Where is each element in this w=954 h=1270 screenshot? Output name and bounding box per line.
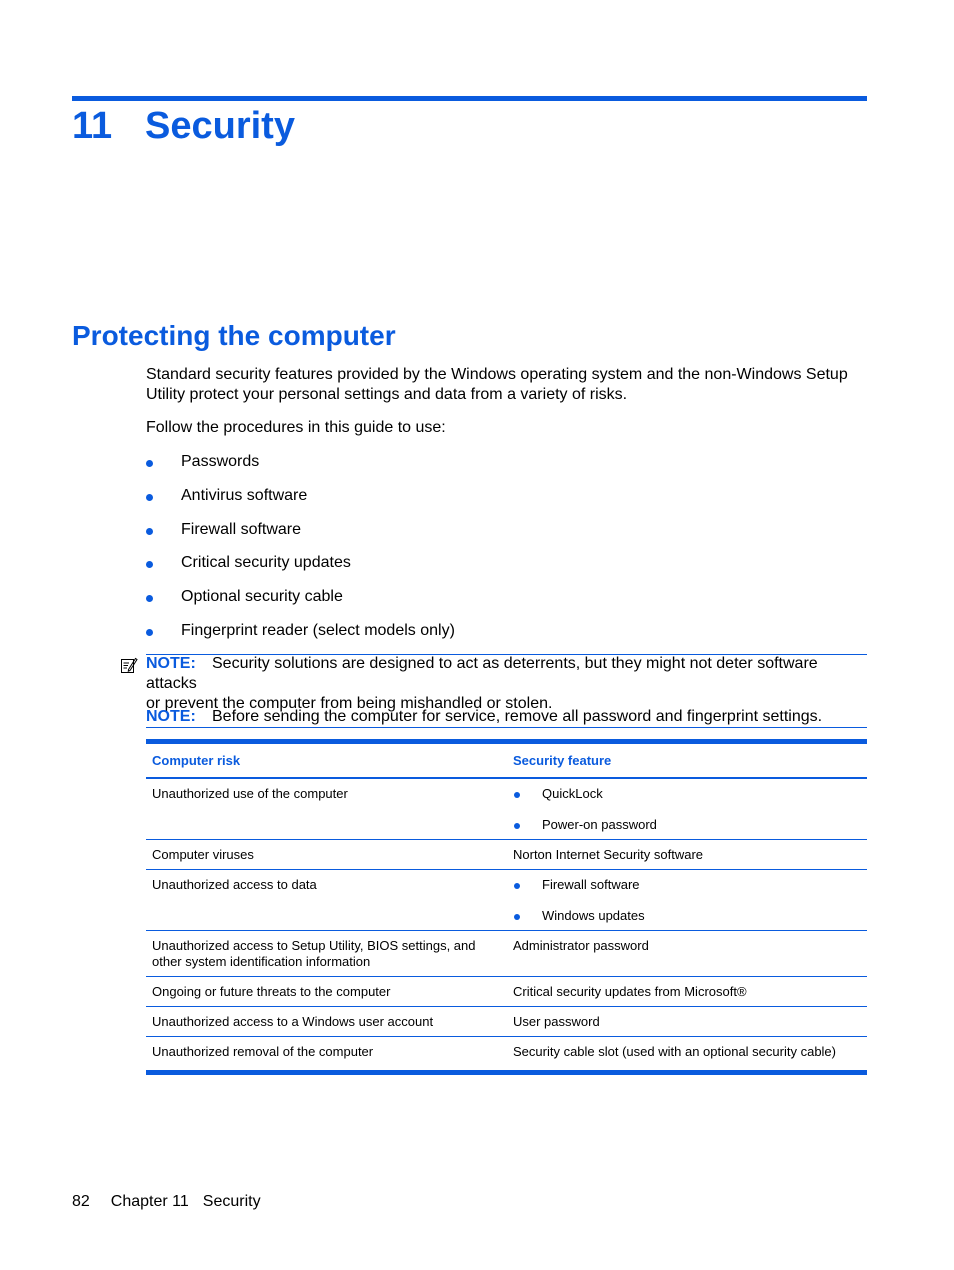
list-item (513, 877, 861, 893)
column-header-risk: Computer risk (146, 744, 507, 778)
bullet-icon (146, 629, 153, 636)
section-title: Protecting the computer (72, 320, 396, 351)
table-row (146, 1037, 867, 1071)
note-text-line-2: or prevent the computer from being mishandled or stolen. (146, 695, 553, 712)
table-row (146, 840, 867, 870)
note-text: Before sending the computer for service, remove all password and fingerprint settings. (212, 708, 823, 725)
list-item-text: Antivirus software (181, 486, 308, 504)
feature-cell: Norton Internet Security software (507, 840, 867, 870)
list-item-text: QuickLock (542, 786, 603, 801)
note-text-line-1: Security solutions are designed to act as deterrents, but they might not deter software attacks (146, 655, 818, 692)
bullet-icon (514, 792, 520, 798)
note-rule-bottom (146, 727, 867, 728)
risk-cell: Ongoing or future threats to the computer (146, 977, 507, 1007)
feature-cell (507, 870, 867, 931)
feature-cell: Critical security updates from Microsoft® (507, 977, 867, 1007)
chapter-name: Security (145, 105, 295, 147)
bullet-icon (146, 561, 153, 568)
table-row (146, 977, 867, 1007)
list-item (513, 786, 861, 802)
note-icon (120, 656, 138, 674)
bullet-icon (146, 528, 153, 535)
feature-cell: Security cable slot (used with an optional security cable) (513, 1044, 836, 1059)
feature-cell: User password (507, 1007, 867, 1037)
chapter-number: 11 (72, 105, 113, 147)
feature-list (513, 786, 861, 833)
list-item-text: Optional security cable (181, 588, 343, 606)
page-footer (72, 1192, 261, 1212)
list-item (146, 520, 867, 540)
intro-paragraph: Standard security features provided by the Windows operating system and the non-Windows Setup Utility protect your personal settings and data from a variety of risks. (146, 366, 848, 403)
feature-list (513, 877, 861, 924)
list-item (146, 452, 867, 472)
list-item (146, 587, 867, 607)
table-row (146, 778, 867, 840)
page-number: 82 (72, 1193, 90, 1210)
bullet-icon (146, 460, 153, 467)
risk-cell: Unauthorized access to data (146, 870, 507, 931)
procedures-list (146, 452, 867, 655)
feature-cell (507, 778, 867, 840)
list-item (146, 486, 867, 506)
follow-paragraph: Follow the procedures in this guide to use: (146, 419, 446, 436)
footer-chapter: Chapter 11 (110, 1193, 189, 1210)
table-header-row (146, 744, 867, 778)
bullet-icon (514, 914, 520, 920)
table-rule-bottom (146, 1070, 867, 1075)
risk-cell: Computer viruses (146, 840, 507, 870)
feature-cell: Administrator password (507, 931, 867, 977)
chapter-title (72, 103, 295, 149)
list-item-text: Power-on password (542, 817, 657, 832)
list-item-text: Fingerprint reader (select models only) (181, 621, 455, 639)
footer-title: Security (202, 1193, 261, 1210)
bullet-icon (146, 494, 153, 501)
bullet-icon (514, 883, 520, 889)
list-item (146, 553, 867, 573)
risk-cell: Unauthorized removal of the computer (152, 1044, 374, 1059)
chapter-rule (72, 96, 867, 101)
risk-cell: Unauthorized access to a Windows user account (146, 1007, 507, 1037)
note-label: NOTE: (146, 655, 196, 672)
table-row (146, 1007, 867, 1037)
list-item-text: Passwords (181, 453, 260, 470)
bullet-icon (146, 595, 153, 602)
risk-cell: Unauthorized access to Setup Utility, BIOS settings, and other system identification information (146, 931, 507, 977)
list-item-text: Critical security updates (181, 554, 351, 572)
note-1 (146, 654, 867, 714)
table-row (146, 870, 867, 931)
security-table (146, 739, 867, 1075)
bullet-icon (514, 823, 520, 829)
list-item (513, 908, 861, 924)
note-2 (146, 707, 867, 727)
table-row (146, 931, 867, 977)
risk-cell: Unauthorized use of the computer (146, 778, 507, 840)
list-item-text: Windows updates (542, 908, 645, 923)
note-label: NOTE: (146, 708, 196, 725)
list-item (513, 817, 861, 833)
column-header-feature: Security feature (507, 744, 867, 778)
list-item-text: Firewall software (181, 520, 302, 538)
list-item-text: Firewall software (542, 877, 640, 892)
risk-feature-table (146, 744, 867, 1070)
list-item (146, 621, 867, 641)
